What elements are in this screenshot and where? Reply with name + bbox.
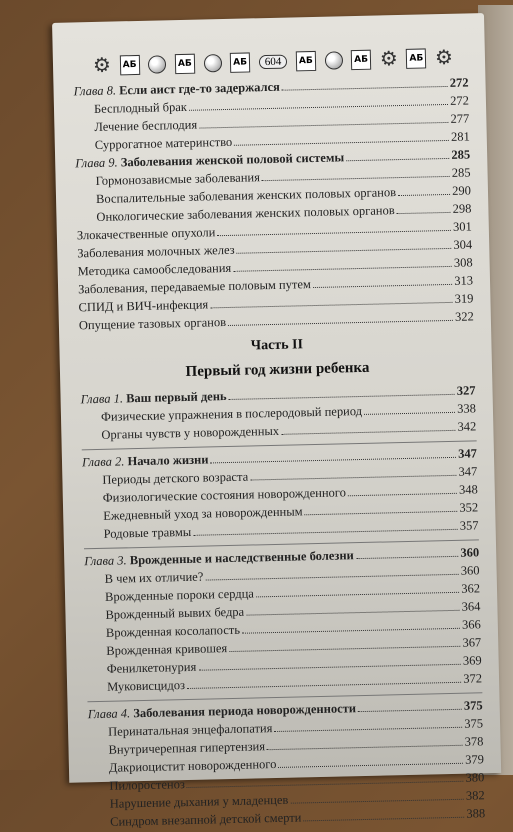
chapter-label: Глава 9. xyxy=(75,155,118,171)
dot-leader xyxy=(397,212,451,214)
dot-leader xyxy=(290,799,464,804)
entry-title: Муковисцидоз xyxy=(106,678,186,694)
chapter-label: Глава 3. xyxy=(84,553,127,569)
page-ref: 313 xyxy=(454,273,474,288)
dot-leader xyxy=(346,158,449,161)
entry-title: Начало жизни xyxy=(127,452,209,469)
dot-leader xyxy=(187,682,461,689)
entry-title: Онкологические заболевания женских половых органов xyxy=(96,203,395,224)
page-ref: 352 xyxy=(459,500,479,515)
dot-leader xyxy=(364,412,455,415)
entry-title: Суррогатное материнство xyxy=(94,134,233,152)
dot-leader xyxy=(274,727,462,732)
entry-title: Внутричерепная гипертензия xyxy=(108,739,266,757)
chapter-label: Глава 1. xyxy=(80,391,124,407)
dot-leader xyxy=(250,475,456,481)
entry-title: В чем их отличие? xyxy=(104,569,204,586)
table-of-contents xyxy=(73,73,485,831)
entry-title: Врожденный вывих бедра xyxy=(105,604,245,622)
part-label: Часть II xyxy=(250,337,304,354)
dot-leader xyxy=(303,817,464,822)
dot-leader xyxy=(358,709,462,712)
gear-icon: ⚙ xyxy=(92,54,112,77)
part-title: Первый год жизни ребенка xyxy=(185,359,370,380)
page-ref: 388 xyxy=(466,806,486,821)
page-ref: 319 xyxy=(454,291,474,306)
toy-block-icon: АБ xyxy=(351,50,371,70)
entry-title: Фенилкетонурия xyxy=(106,659,197,676)
dot-leader xyxy=(348,493,457,496)
page-ref: 327 xyxy=(456,383,476,398)
page-ref: 342 xyxy=(457,419,477,434)
entry-title: Физические упражнения в послеродовый период xyxy=(100,403,363,424)
entry-title: Бесплодный брак xyxy=(93,99,188,116)
page-ref: 322 xyxy=(454,309,474,324)
entry-title: Синдром внезапной детской смерти xyxy=(110,810,302,829)
toy-block-icon: АБ xyxy=(119,55,139,75)
entry-title: Воспалительные заболевания женских половых органов xyxy=(95,185,397,206)
page-ref: 360 xyxy=(460,545,480,560)
toc-section-top xyxy=(73,73,474,334)
entry-title: Гормонозависмые заболевания xyxy=(95,170,261,188)
page-ref: 378 xyxy=(464,734,484,749)
chapter-label: Глава 8. xyxy=(73,83,117,99)
entry-title: Если аист где-то задержался xyxy=(118,79,281,98)
dot-leader xyxy=(211,457,457,464)
entry-title: Врожденная кривошея xyxy=(106,641,228,658)
page-ref: 347 xyxy=(458,464,478,479)
page-ref: 372 xyxy=(463,671,483,686)
entry-title: Лечение бесплодия xyxy=(94,117,198,134)
dot-leader xyxy=(189,104,448,111)
toy-block-icon: АБ xyxy=(406,48,426,68)
entry-title: Нарушение дыхания у младенцев xyxy=(109,792,289,811)
dot-leader xyxy=(282,86,448,91)
page-ref: 298 xyxy=(452,201,472,216)
dot-leader xyxy=(233,266,452,272)
page-number: 604 xyxy=(259,55,288,70)
page-ref: 375 xyxy=(463,698,483,713)
dot-leader xyxy=(229,646,460,652)
dot-leader xyxy=(256,592,459,598)
page-ref: 362 xyxy=(461,581,481,596)
toc-section-bottom xyxy=(80,381,485,831)
dot-leader xyxy=(229,394,455,400)
entry-title: Ваш первый день xyxy=(125,389,227,406)
gear-icon: ⚙ xyxy=(434,46,454,70)
gear-icon: ⚙ xyxy=(379,48,398,71)
entry-title: Врожденная косолапость xyxy=(105,622,241,640)
page-ref: 382 xyxy=(465,788,485,803)
page-ref: 366 xyxy=(461,617,481,632)
page-ref: 272 xyxy=(449,75,469,90)
page-ref: 290 xyxy=(452,183,472,198)
page-ref: 367 xyxy=(462,635,482,650)
dot-leader xyxy=(237,248,452,254)
entry-title: Врожденные пороки сердца xyxy=(104,586,254,604)
page-ref: 360 xyxy=(460,563,480,578)
entry-title: Заболевания, передаваемые половым путем xyxy=(77,277,311,297)
chapter-label: Глава 4. xyxy=(87,706,131,722)
dot-leader xyxy=(398,194,450,196)
page-ref: 375 xyxy=(464,716,484,731)
page-ref: 285 xyxy=(451,147,471,162)
page-ref: 364 xyxy=(461,599,481,614)
book-page xyxy=(52,13,501,829)
page-ref: 281 xyxy=(450,129,470,144)
dot-leader xyxy=(305,511,458,515)
ball-icon xyxy=(203,54,221,72)
dot-leader xyxy=(234,140,449,146)
dot-leader xyxy=(278,763,463,768)
chapter-label: Глава 2. xyxy=(81,454,125,470)
toy-block-icon: АБ xyxy=(296,51,316,71)
dot-leader xyxy=(242,628,460,634)
dot-leader xyxy=(267,745,463,750)
page-ref: 369 xyxy=(462,653,482,668)
page-ref: 357 xyxy=(459,518,479,533)
dot-leader xyxy=(228,320,453,326)
entry-title: Злокачественные опухоли xyxy=(76,225,216,243)
entry-title: Родовые травмы xyxy=(103,524,192,541)
toy-block-icon: АБ xyxy=(230,52,250,72)
dot-leader xyxy=(356,556,459,559)
entry-title: Заболевания молочных желез xyxy=(77,242,235,261)
entry-title: Физиологические состояния новорожденного xyxy=(102,485,347,505)
dot-leader xyxy=(313,284,452,288)
page-ref: 272 xyxy=(450,93,470,108)
page-ref: 301 xyxy=(452,219,472,234)
ball-icon xyxy=(324,51,342,69)
dot-leader xyxy=(246,610,460,616)
toy-block-icon: АБ xyxy=(175,54,195,74)
page-ref: 338 xyxy=(457,401,477,416)
entry-title: Перинатальная энцефалопатия xyxy=(107,721,273,739)
dot-leader xyxy=(262,176,450,181)
entry-title: Органы чувств у новорожденных xyxy=(101,423,280,442)
page-ref: 285 xyxy=(451,165,471,180)
entry-title: Врожденные и наследственные болезни xyxy=(129,548,354,568)
ball-icon xyxy=(148,55,166,73)
entry-title: Периоды детского возраста xyxy=(102,469,249,487)
dot-leader xyxy=(281,430,456,435)
page-ref: 379 xyxy=(464,752,485,767)
entry-title: Заболевания периода новорожденности xyxy=(133,701,357,721)
entry-title: Дакриоцистит новорожденного xyxy=(108,757,277,775)
dot-leader xyxy=(193,529,458,536)
page-ref: 347 xyxy=(458,446,478,461)
page-ref: 304 xyxy=(453,237,473,252)
entry-title: Пилоростеноз xyxy=(109,777,185,793)
page-ref: 380 xyxy=(465,770,485,785)
page-ref: 308 xyxy=(453,255,473,270)
page-ref: 348 xyxy=(458,482,478,497)
entry-title: Методика самообследования xyxy=(77,260,232,279)
dot-leader xyxy=(205,574,459,581)
entry-title: Заболевания женской половой системы xyxy=(120,150,345,170)
dot-leader xyxy=(217,230,451,236)
entry-title: СПИД и ВИЧ-инфекция xyxy=(78,297,209,315)
dot-leader xyxy=(199,122,448,129)
page-ref: 277 xyxy=(450,111,470,126)
dot-leader xyxy=(210,302,452,309)
entry-title: Ежедневный уход за новорожденным xyxy=(103,504,303,523)
entry-title: Опущение тазовых органов xyxy=(78,315,227,333)
